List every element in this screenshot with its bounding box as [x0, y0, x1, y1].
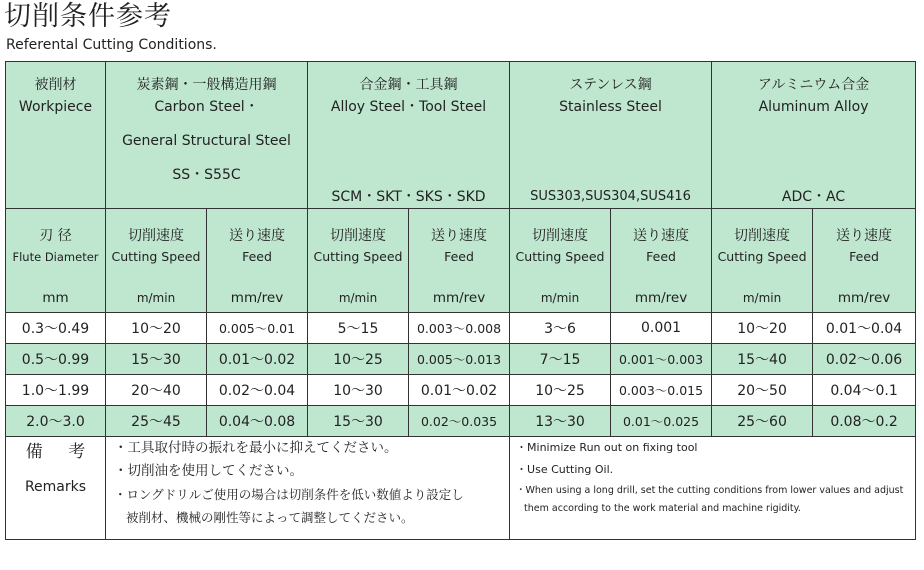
cutting-speed-header: 切削速度 Cutting Speed m/min: [712, 209, 813, 313]
feed-header: 送り速度 Feed mm/rev: [409, 209, 510, 313]
material-alloy-steel: 合金鋼・工具鋼 Alloy Steel・Tool Steel SCM・SKT・SKS・SKD: [308, 62, 510, 209]
data-cell: 15～30: [106, 344, 207, 375]
data-cell: 0.01～0.025: [611, 406, 712, 437]
cutting-conditions-table: [5, 61, 916, 540]
data-cell: 25～60: [712, 406, 813, 437]
flute-diameter-cell: 0.5～0.99: [6, 344, 106, 375]
material-carbon-steel: 炭素鋼・一般構造用鋼 Carbon Steel・ General Structural Steel SS・S55C: [106, 62, 308, 209]
remark-line: ・When using a long drill, set the cutting conditions from lower values and adjust: [516, 485, 904, 496]
page-title: 切削条件参考: [4, 1, 172, 32]
data-cell: 10～20: [106, 313, 207, 344]
data-cell: 0.04～0.08: [207, 406, 308, 437]
table-row: [6, 406, 916, 437]
feed-header: 送り速度 Feed mm/rev: [611, 209, 712, 313]
remark-line: 被削材、機械の剛性等によって調整してください。: [126, 510, 414, 525]
remark-line: ・Minimize Run out on fixing tool: [516, 441, 698, 454]
data-cell: 7～15: [510, 344, 611, 375]
remarks-english: [510, 437, 916, 540]
data-cell: 0.001～0.003: [611, 344, 712, 375]
data-cell: 0.001: [611, 313, 712, 344]
material-stainless-steel: ステンレス鋼 Stainless Steel SUS303,SUS304,SUS416: [510, 62, 712, 209]
table-row: [6, 344, 916, 375]
data-cell: 0.005～0.01: [207, 313, 308, 344]
table-row: [6, 313, 916, 344]
feed-header: 送り速度 Feed mm/rev: [813, 209, 916, 313]
page-subtitle: Referental Cutting Conditions.: [6, 37, 217, 53]
data-cell: 0.003～0.008: [409, 313, 510, 344]
data-cell: 25～45: [106, 406, 207, 437]
remark-line: ・Use Cutting Oil.: [516, 463, 614, 476]
data-cell: 20～40: [106, 375, 207, 406]
remark-line: ・切削油を使用してください。: [114, 463, 303, 479]
data-cell: 0.02～0.04: [207, 375, 308, 406]
remark-line: ・ロングドリルご使用の場合は切削条件を低い数値より設定し: [114, 487, 464, 502]
flute-diameter-header: 刃 径 Flute Diameter mm: [6, 209, 106, 313]
data-cell: 3～6: [510, 313, 611, 344]
data-cell: 10～30: [308, 375, 409, 406]
remark-line: ・工具取付時の振れを最小に抑えてください。: [114, 440, 398, 456]
data-cell: 0.02～0.06: [813, 344, 916, 375]
data-cell: 0.01～0.04: [813, 313, 916, 344]
data-cell: 10～20: [712, 313, 813, 344]
cutting-speed-header: 切削速度 Cutting Speed m/min: [106, 209, 207, 313]
remark-line: them according to the work material and machine rigidity.: [524, 503, 801, 514]
flute-diameter-cell: 1.0～1.99: [6, 375, 106, 406]
data-cell: 10～25: [510, 375, 611, 406]
cutting-speed-header: 切削速度 Cutting Speed m/min: [308, 209, 409, 313]
remarks-label: 備 考 Remarks: [6, 437, 106, 540]
data-cell: 13～30: [510, 406, 611, 437]
flute-diameter-cell: 2.0～3.0: [6, 406, 106, 437]
material-aluminum-alloy: アルミニウム合金 Aluminum Alloy ADC・AC: [712, 62, 916, 209]
data-cell: 0.02～0.035: [409, 406, 510, 437]
cutting-speed-header: 切削速度 Cutting Speed m/min: [510, 209, 611, 313]
data-cell: 15～40: [712, 344, 813, 375]
workpiece-header: 被削材 Workpiece: [6, 62, 106, 209]
flute-diameter-cell: 0.3～0.49: [6, 313, 106, 344]
data-cell: 5～15: [308, 313, 409, 344]
data-cell: 0.005～0.013: [409, 344, 510, 375]
table-row: [6, 375, 916, 406]
data-cell: 15～30: [308, 406, 409, 437]
data-cell: 10～25: [308, 344, 409, 375]
data-cell: 0.01～0.02: [207, 344, 308, 375]
feed-header: 送り速度 Feed mm/rev: [207, 209, 308, 313]
data-cell: 20～50: [712, 375, 813, 406]
data-cell: 0.04～0.1: [813, 375, 916, 406]
data-cell: 0.003～0.015: [611, 375, 712, 406]
data-cell: 0.08～0.2: [813, 406, 916, 437]
data-cell: 0.01～0.02: [409, 375, 510, 406]
remarks-japanese: [106, 437, 510, 540]
